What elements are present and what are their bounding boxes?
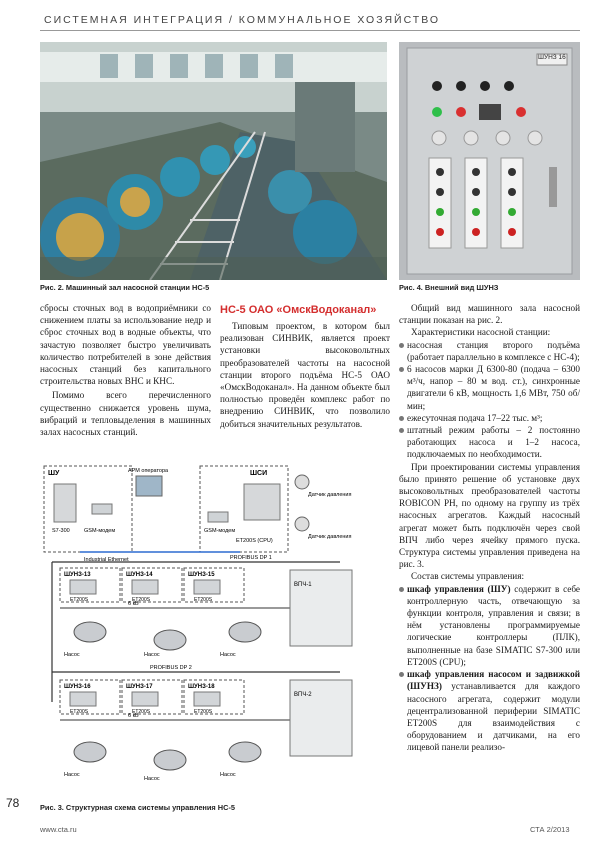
kv2-label: 6 кВ: [128, 713, 139, 719]
header-rule: [40, 30, 580, 31]
et200s-label: ET200S: [194, 709, 213, 715]
et200s-label: ET200S: [132, 709, 151, 715]
comp-bullet: шкаф управления насосом и задвижкой (ШУНЗ) устанавливается для каждого насосного агрегата, содержит модули децентрализованной периферии SIMATIC ET200S для взаимодействия с оборудованием и датчиками, на его лицевой панели реализо-: [399, 668, 580, 753]
cabinet-label: ШУНЗ-14: [126, 572, 153, 578]
char-bullet: штатный режим работы – 2 постоянно работающих насоса и 1–2 насоса, подключаемых по необходимости.: [399, 424, 580, 461]
column-3: [399, 302, 580, 754]
sensor1-label: Датчик давления: [308, 492, 352, 498]
gsm-modem-icon: [92, 504, 112, 514]
char-bullet: ежесуточная подача 17–22 тыс. м³;: [399, 412, 580, 424]
et200s-label: ET200S: [70, 597, 89, 603]
footer-site: www.cta.ru: [40, 825, 77, 834]
gsm-label: GSM-модем: [84, 528, 116, 534]
shu-label: ШУ: [48, 470, 60, 477]
et200s-cpu-icon: [244, 484, 280, 520]
kv1-label: 6 кВ: [128, 601, 139, 607]
vpch2-label: ВПЧ-2: [294, 692, 312, 698]
et-cpu-label: ET200S (CPU): [236, 538, 273, 544]
col3-para-2: При проектировании системы управления было принято решение об установке двух высоковольтных преобразователей частоты ROBICON PH, по одному на группу из трёх насосных агрегатов. Каждый насосный агрегат может быть подключён через свой ВПЧ либо через ячейку прямого пуска. Структура системы управления приведена на рис. 3.: [399, 461, 580, 570]
cabinet-label: ШУНЗ-13: [64, 572, 91, 578]
vpch1-label: ВПЧ-1: [294, 582, 312, 588]
col3-char-title: Характеристики насосной станции:: [411, 327, 551, 338]
page-number: 78: [6, 796, 20, 810]
col1-para-2: Помимо всего перечисленного существенно снижается уровень шума, вибраций и тепловыделения в машинных залах насосных станций.: [40, 390, 211, 438]
machine-hall-photo: [40, 42, 387, 280]
arm-label: АРМ оператора: [128, 468, 169, 474]
fig4-caption: Рис. 4. Внешний вид ШУНЗ: [399, 283, 499, 292]
column-1: [40, 302, 211, 438]
et200s-label: ET200S: [194, 597, 213, 603]
fig2-caption: Рис. 2. Машинный зал насосной станции НС-5: [40, 283, 210, 292]
pump-label: Насос: [220, 652, 236, 658]
structure-diagram: [40, 462, 391, 802]
gsm2-label: GSM-модем: [204, 528, 236, 534]
running-header: СИСТЕМНАЯ ИНТЕГРАЦИЯ / КОММУНАЛЬНОЕ ХОЗЯЙСТВО: [44, 14, 441, 26]
panel-label: ШУНЗ 16: [538, 54, 566, 61]
pump-label: Насос: [220, 772, 236, 778]
et200s-label: ET200S: [70, 709, 89, 715]
pump-label: Насос: [64, 772, 80, 778]
cabinet-label: ШУНЗ-15: [188, 572, 215, 578]
cabinet-label: ШУНЗ-16: [64, 684, 91, 690]
footer-issue: СТА 2/2013: [530, 825, 570, 834]
pump-label: Насос: [64, 652, 80, 658]
cabinet-label: ШУНЗ-18: [188, 684, 215, 690]
cabinet-label: ШУНЗ-17: [126, 684, 153, 690]
dp1-label: PROFIBUS DP 1: [230, 555, 272, 561]
column-2: [220, 304, 390, 430]
col3-comp-title: Состав системы управления:: [411, 571, 524, 582]
char-bullet: 6 насосов марки Д 6300-80 (подача – 6300 м³/ч, напор – 80 м вод. ст.), синхронные двигатели 6 кВ, мощность 1,6 МВт, 750 об/мин;: [399, 363, 580, 412]
dp2-label: PROFIBUS DP 2: [150, 665, 192, 671]
sensor2-label: Датчик давления: [308, 534, 352, 540]
col2-para: Типовым проектом, в котором был реализован СИНВИК, является проект установки высоковольтных преобразователей частоты на насосной станции второго подъёма НС-5 ОАО «ОмскВодоканал». На данном объекте был полностью проведён комплекс работ по внедрению СИНВИК, что позволило добиться значительных результатов.: [220, 321, 390, 429]
s7-300-icon: [54, 484, 76, 522]
pump-label: Насос: [144, 652, 160, 658]
shunz-panel-photo: [399, 42, 580, 280]
gsm-modem-icon: [208, 512, 228, 522]
s7-label: S7-300: [52, 528, 70, 534]
col1-para-1: сбросы сточных вод в водоприёмники со снижением платы за использование недр и сброс сточных вод в водные объекты, что зачастую позволяет быстро увеличивать количество потребителей в зоне действия насосных станций без капитального строительства новых ВНС и КНС.: [40, 303, 211, 387]
char-bullet: насосная станция второго подъёма (работает параллельно в комплексе с НС-4);: [399, 339, 580, 363]
pressure-sensor-icon: [295, 517, 309, 531]
arm-monitor-icon: [136, 476, 162, 496]
ethernet-label: Industrial Ethernet: [84, 557, 129, 563]
col3-intro: Общий вид машинного зала насосной станции показан на рис. 2.: [399, 303, 580, 326]
section-heading: НС-5 ОАО «ОмскВодоканал»: [220, 304, 377, 316]
shsi-label: ШСИ: [250, 470, 268, 477]
fig3-caption: Рис. 3. Структурная схема системы управления НС-5: [40, 803, 236, 812]
pump-label: Насос: [144, 776, 160, 782]
pressure-sensor-icon: [295, 475, 309, 489]
comp-bullet: шкаф управления (ШУ) содержит в себе контроллерную часть, отвечающую за функции контроля, управления и связи; в нём установлены программируемые логические контроллеры (ПЛК), выполненные на базе SIMATIC S7-300 или ET200S (CPU);: [399, 583, 580, 668]
et200s-label: ET200S: [132, 597, 151, 603]
